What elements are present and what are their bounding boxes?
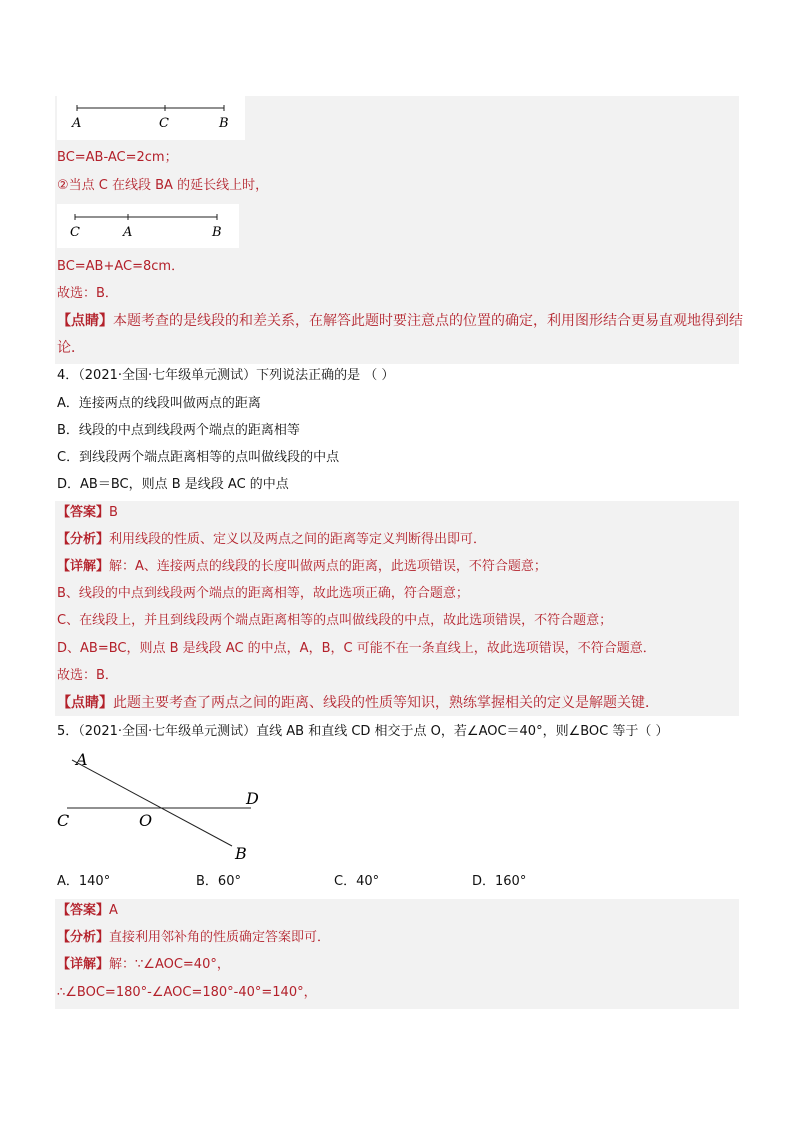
detail-text: 解：∵∠AOC=40°， bbox=[109, 957, 230, 972]
answer-value: B bbox=[109, 505, 118, 520]
solution-case-2: ②当点 C 在线段 BA 的延长线上时， bbox=[57, 178, 269, 193]
intersecting-lines-svg bbox=[55, 748, 275, 866]
question-5-detail-1 bbox=[57, 956, 230, 974]
comment-text: 此题主要考查了两点之间的距离、线段的性质等知识，熟练掌握相关的定义是解题关键． bbox=[113, 695, 659, 711]
solution-choice: 故选：B． bbox=[57, 286, 118, 301]
answer-tag: 【答案】 bbox=[57, 505, 110, 520]
comment-tag: 【点睛】 bbox=[57, 695, 113, 711]
solution-eq-2: BC=AB+AC=8cm． bbox=[57, 259, 185, 274]
segment-cab-svg bbox=[57, 204, 239, 248]
question-4-answer bbox=[57, 504, 118, 522]
point-label-a: A bbox=[76, 750, 88, 769]
figure-intersecting-lines bbox=[55, 748, 275, 866]
comment-line-1 bbox=[57, 312, 743, 330]
question-4-analysis bbox=[57, 531, 486, 549]
comment-text: 本题考查的是线段的和差关系，在解答此题时要注意点的位置的确定，利用图形结合更易直观地得到结 bbox=[113, 313, 743, 329]
question-4-option-d: D．AB＝BC，则点 B 是线段 AC 的中点 bbox=[57, 477, 289, 492]
analysis-text: 直接利用邻补角的性质确定答案即可． bbox=[109, 930, 331, 945]
figure-segment-cab bbox=[57, 204, 239, 248]
answer-value: A bbox=[109, 903, 118, 918]
point-label-b: B bbox=[219, 116, 229, 131]
point-label-d: D bbox=[246, 789, 259, 808]
question-5-option-c: C．40° bbox=[334, 874, 380, 889]
point-label-a: A bbox=[72, 116, 82, 131]
comment-line-2: 论． bbox=[57, 340, 85, 356]
analysis-tag: 【分析】 bbox=[57, 930, 110, 945]
detail-text: 解：A、连接两点的线段的长度叫做两点的距离，此选项错误，不符合题意； bbox=[109, 559, 547, 574]
detail-tag: 【详解】 bbox=[57, 559, 110, 574]
question-4-detail-3: C、在线段上，并且到线段两个端点距离相等的点叫做线段的中点，故此选项错误，不符合题意； bbox=[57, 613, 613, 628]
question-4-option-a: A．连接两点的线段叫做两点的距离 bbox=[57, 396, 261, 411]
question-4-detail-1 bbox=[57, 558, 547, 576]
figure-segment-acb bbox=[57, 96, 245, 140]
comment-tag: 【点睛】 bbox=[57, 313, 113, 329]
point-label-a: A bbox=[123, 225, 133, 240]
solution-eq-1: BC=AB-AC=2cm； bbox=[57, 150, 178, 165]
point-label-b: B bbox=[212, 225, 222, 240]
detail-tag: 【详解】 bbox=[57, 957, 110, 972]
question-4-choice: 故选：B． bbox=[57, 668, 118, 683]
question-4-detail-4: D、AB=BC，则点 B 是线段 AC 的中点，A，B，C 可能不在一条直线上，故此选项错误，不符合题意． bbox=[57, 641, 656, 656]
point-label-o: O bbox=[139, 811, 153, 830]
question-5-stem: 5．（2021·全国·七年级单元测试）直线 AB 和直线 CD 相交于点 O，若∠AOC＝40°，则∠BOC 等于（ ） bbox=[57, 724, 669, 739]
answer-tag: 【答案】 bbox=[57, 903, 110, 918]
analysis-text: 利用线段的性质、定义以及两点之间的距离等定义判断得出即可． bbox=[109, 532, 487, 547]
point-label-b: B bbox=[235, 844, 247, 863]
question-4-option-b: B．线段的中点到线段两个端点的距离相等 bbox=[57, 423, 300, 438]
question-4-detail-2: B、线段的中点到线段两个端点的距离相等，故此选项正确，符合题意； bbox=[57, 586, 469, 601]
point-label-c: C bbox=[159, 116, 169, 131]
question-4-option-c: C．到线段两个端点距离相等的点叫做线段的中点 bbox=[57, 450, 340, 465]
segment-acb-svg bbox=[57, 96, 245, 140]
question-5-analysis bbox=[57, 929, 330, 947]
question-5-answer bbox=[57, 902, 118, 920]
question-5-detail-2: ∴∠BOC=180°-∠AOC=180°-40°=140°， bbox=[57, 985, 317, 1000]
question-5-option-b: B．60° bbox=[196, 874, 241, 889]
analysis-tag: 【分析】 bbox=[57, 532, 110, 547]
question-5-option-d: D．160° bbox=[472, 874, 527, 889]
point-label-c: C bbox=[57, 811, 70, 830]
question-4-comment bbox=[57, 694, 659, 712]
question-5-option-a: A．140° bbox=[57, 874, 111, 889]
question-4-stem: 4．（2021·全国·七年级单元测试）下列说法正确的是 （ ） bbox=[57, 368, 395, 383]
point-label-c: C bbox=[70, 225, 80, 240]
